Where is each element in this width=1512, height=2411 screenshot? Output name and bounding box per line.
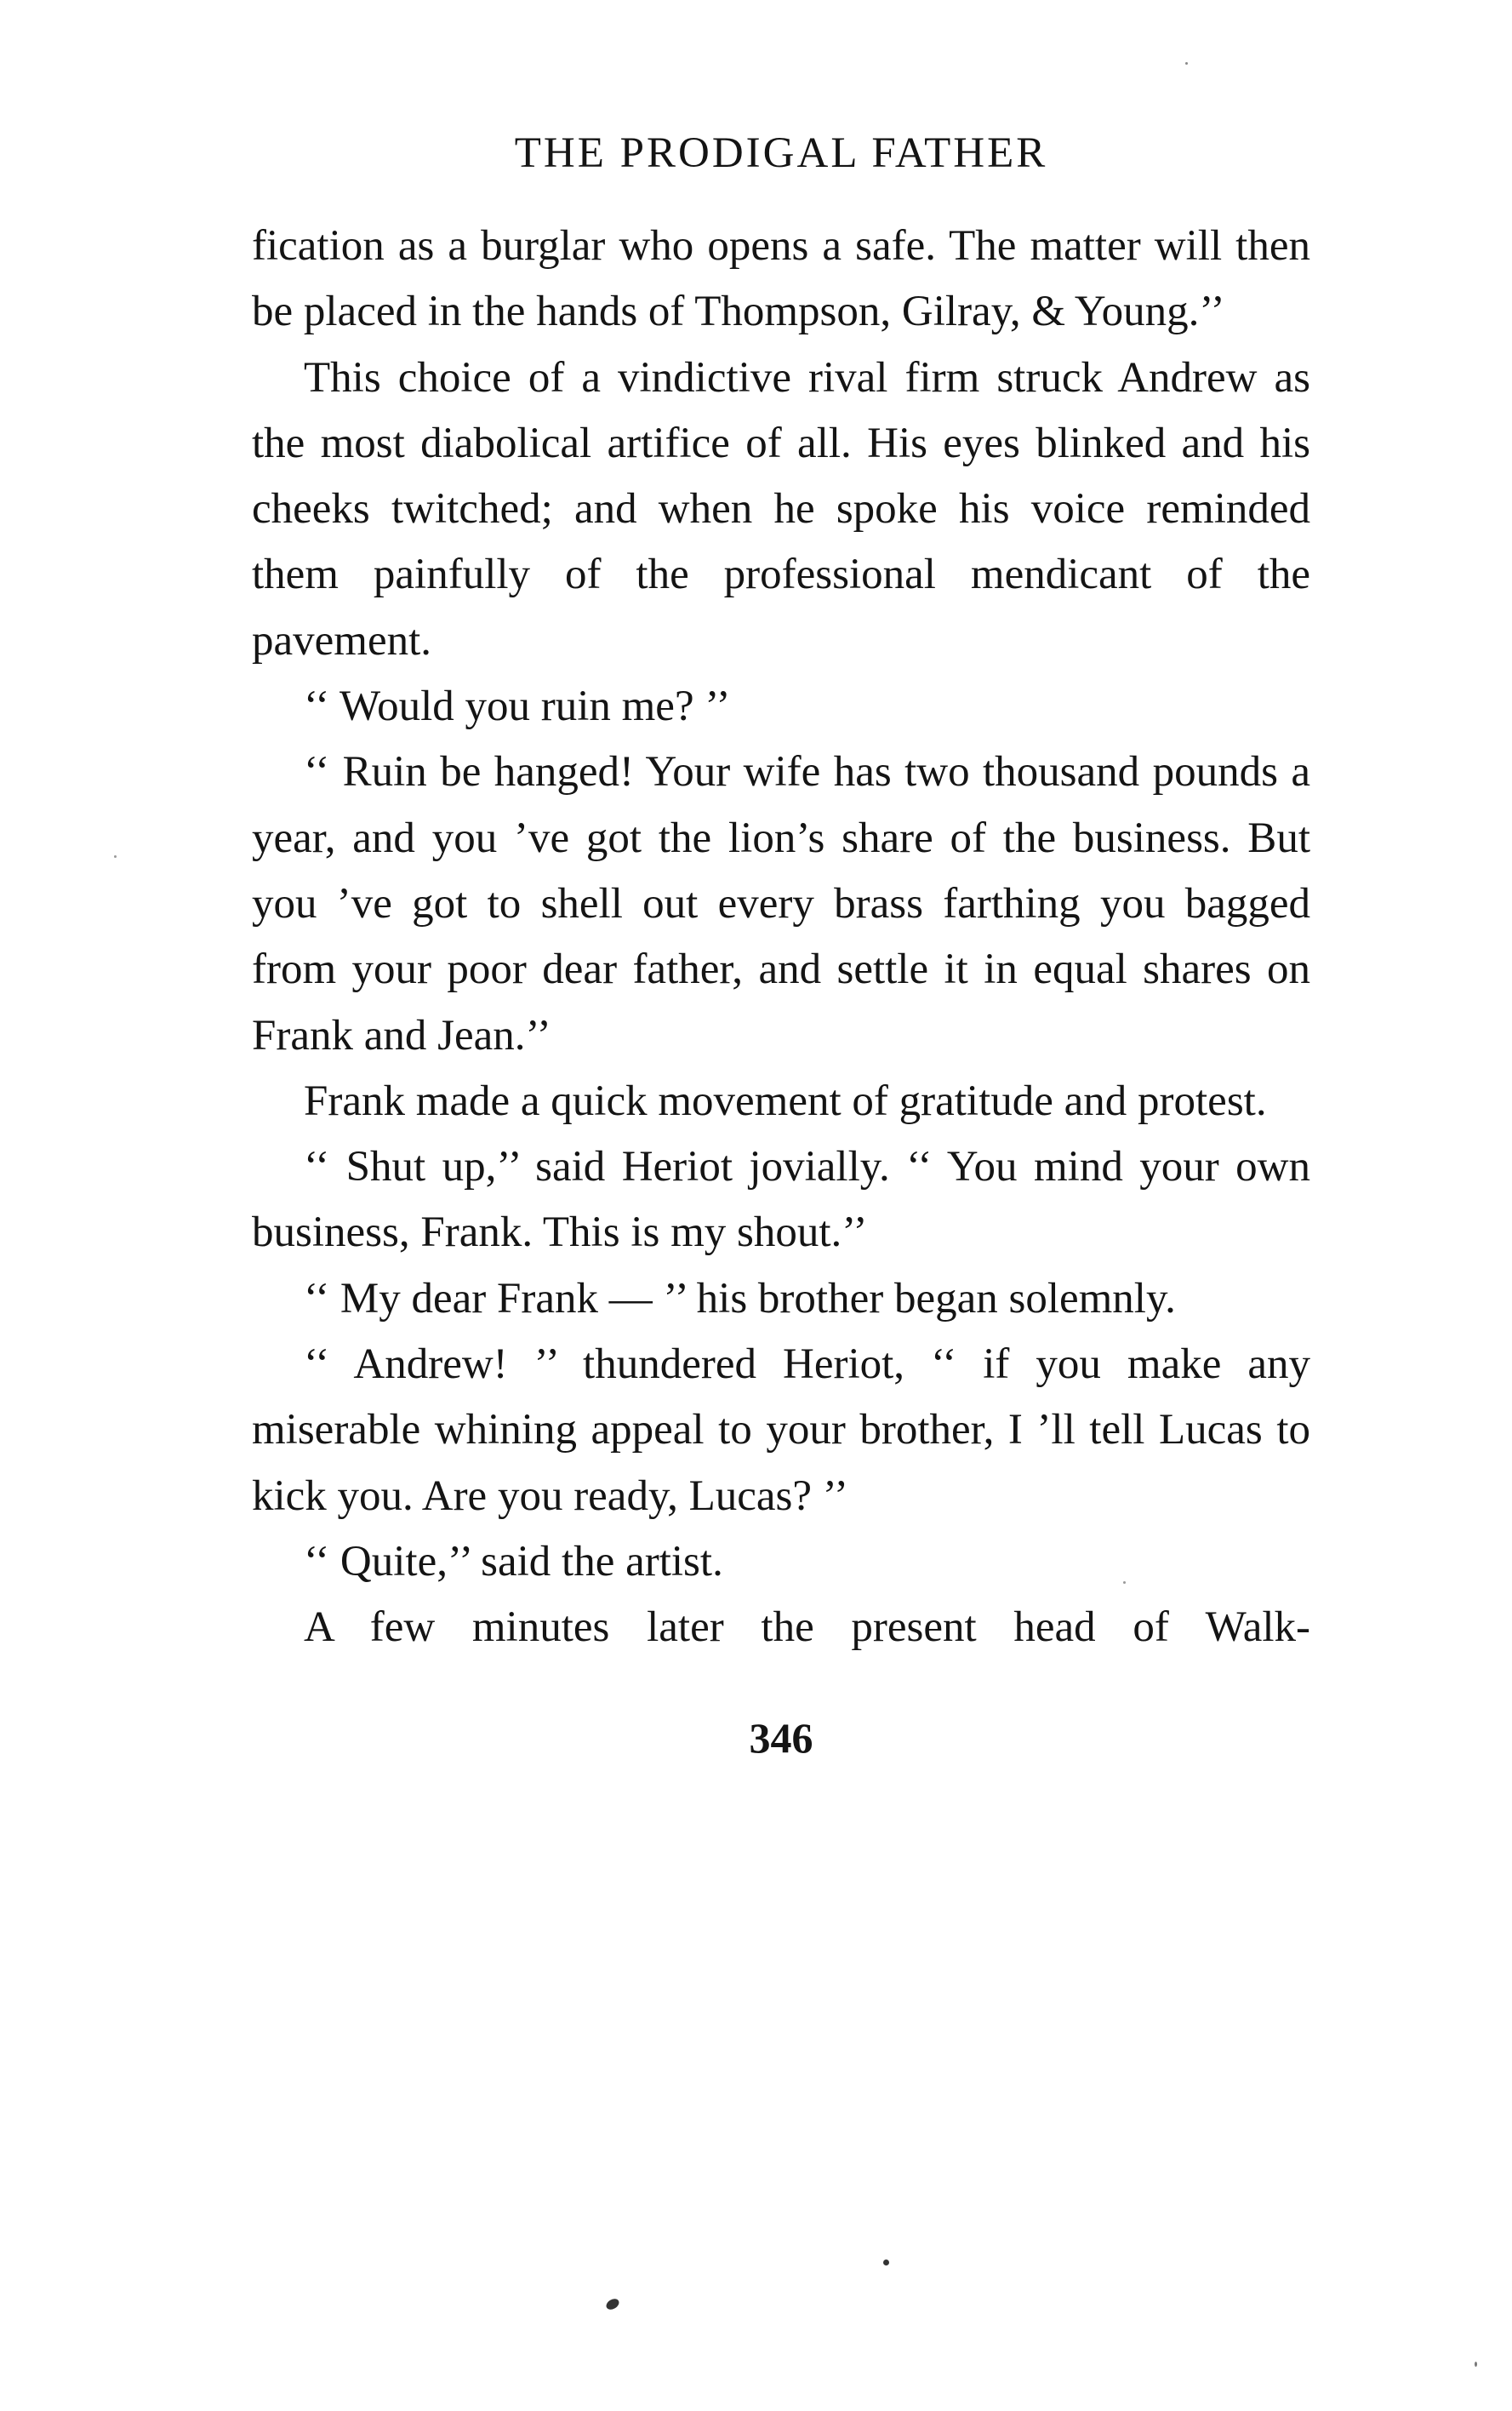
paragraph-andrew-thundered: ‘‘ Andrew! ’’ thundered Heriot, ‘‘ if you make any miserable whining appeal to your brother, I ’ll tell Lucas to kick you. Are you ready, Lucas? ’’ xyxy=(252,1340,1310,1520)
paragraph-continuation: fication as a burglar who opens a safe. The matter will then be placed in the hands of Thompson, Gilray, & Young.’’ xyxy=(252,222,1310,336)
paragraph-few-minutes-later: A few minutes later the present head of Walk- xyxy=(304,1603,1310,1652)
page-number: 346 xyxy=(749,1714,813,1762)
ink-speck xyxy=(1475,2362,1477,2367)
paragraph-quite: ‘‘ Quite,’’ said the artist. xyxy=(304,1537,723,1585)
running-head: THE PRODIGAL FATHER xyxy=(514,129,1048,177)
paragraph-ruin-be-hanged: ‘‘ Ruin be hanged! Your wife has two thousand pounds a year, and you ’ve got the lion’s share of the business. But you ’ve got to shell out every brass farthing you bagged from your poor dear father, and settle it in equal shares on Frank and Jean.’’ xyxy=(252,748,1310,1060)
body-text xyxy=(252,214,1310,1661)
ink-speck xyxy=(114,855,117,858)
paragraph-andrew-reaction: This choice of a vindictive rival firm struck Andrew as the most diabolical artifice of all. His eyes blinked and his cheeks twitched; and when he spoke his voice reminded them painfully of the professional mendicant of the pavement. xyxy=(252,353,1310,665)
ink-speck xyxy=(1185,62,1188,65)
paragraph-my-dear-frank: ‘‘ My dear Frank — ’’ his brother began solemnly. xyxy=(304,1274,1176,1323)
paragraph-would-you-ruin-me: ‘‘ Would you ruin me? ’’ xyxy=(304,683,731,731)
ink-speck xyxy=(883,2260,889,2265)
ink-blot xyxy=(604,2297,620,2312)
paragraph-frank-movement: Frank made a quick movement of gratitude and protest. xyxy=(304,1077,1267,1125)
paragraph-shut-up: ‘‘ Shut up,’’ said Heriot jovially. ‘‘ You mind your own business, Frank. This is my shout.’’ xyxy=(252,1143,1310,1257)
ink-speck xyxy=(1123,1581,1126,1584)
